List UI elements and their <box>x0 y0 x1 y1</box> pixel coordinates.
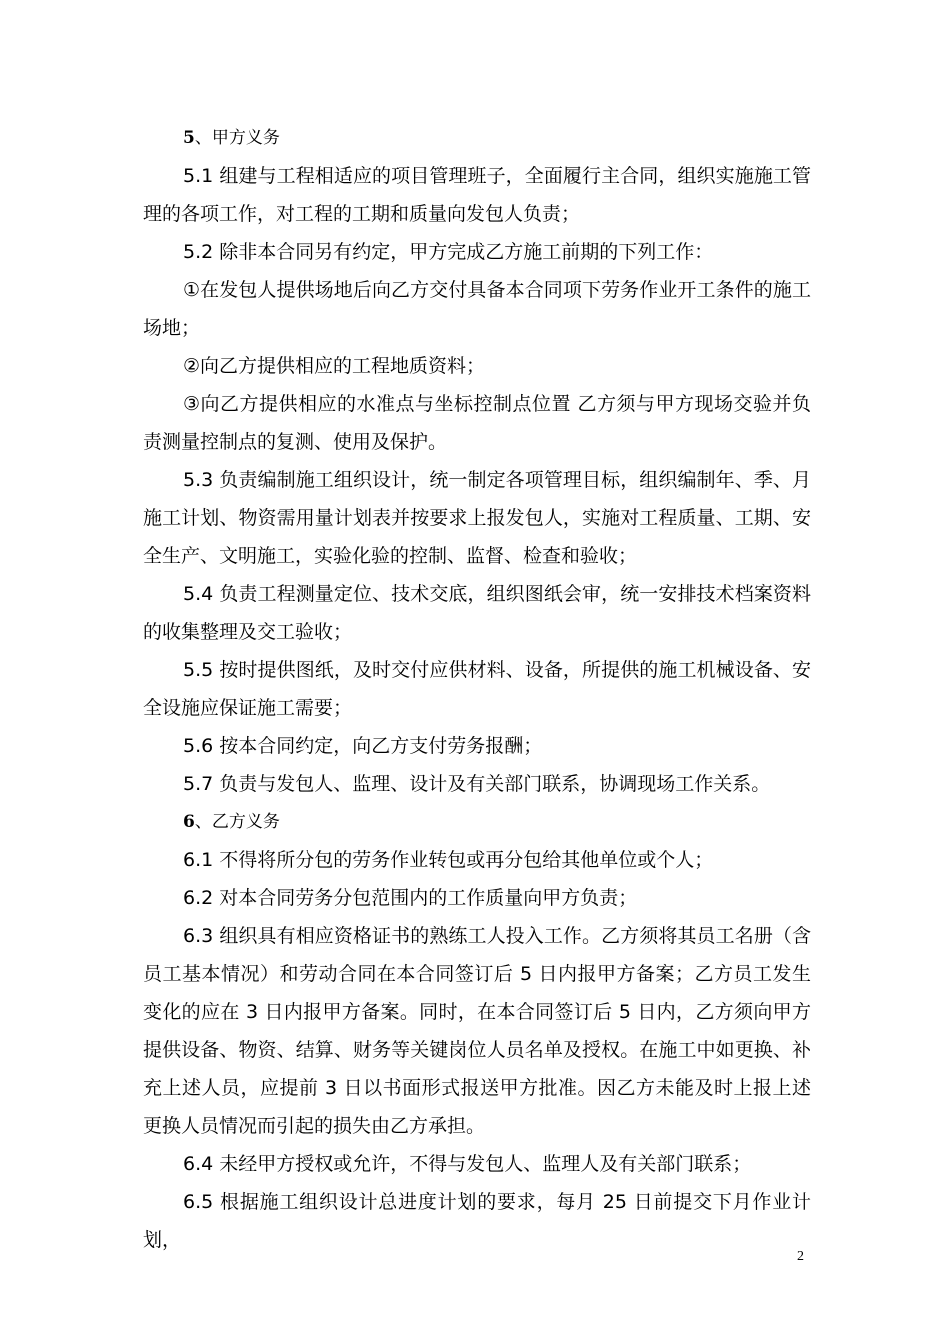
clause-5-2-item-1: ①在发包人提供场地后向乙方交付具备本合同项下劳务作业开工条件的施工场地； <box>143 279 811 339</box>
section-6 <box>143 803 811 1259</box>
section-heading <box>143 803 811 841</box>
clause-5-7: 5.7 负责与发包人、监理、设计及有关部门联系，协调现场工作关系。 <box>183 773 771 795</box>
clause-6-3: 6.3 组织具有相应资格证书的熟练工人投入工作。乙方须将其员工名册（含员工基本情况）和劳动合同在本合同签订后 5 日内报甲方备案；乙方员工发生变化的应在 3 日内报甲方备案。同时，在本合同签订后 5 日内，乙方须向甲方提供设备、物资、结算、财务等关键岗位人员名单及授权。在施工中如更换、补充上述人员，应提前 3 日以书面形式报送甲方批准。因乙方未能及时上报上述更换人员情况而引起的损失由乙方承担。 <box>143 925 811 1137</box>
clause-5-5: 5.5 按时提供图纸，及时交付应供材料、设备，所提供的施工机械设备、安全设施应保证施工需要； <box>143 659 811 719</box>
document-body <box>143 119 811 1259</box>
clause-6-4: 6.4 未经甲方授权或允许，不得与发包人、监理人及有关部门联系； <box>183 1153 752 1175</box>
section-number: 6 <box>183 812 195 832</box>
section-title: 、乙方义务 <box>194 812 280 832</box>
section-title: 、甲方义务 <box>194 128 280 148</box>
clause-6-2: 6.2 对本合同劳务分包范围内的工作质量向甲方负责； <box>183 887 638 909</box>
clause-5-2-item-2: ②向乙方提供相应的工程地质资料； <box>183 355 486 377</box>
section-5 <box>143 119 811 803</box>
clause-5-3: 5.3 负责编制施工组织设计，统一制定各项管理目标，组织编制年、季、月施工计划、物资需用量计划表并按要求上报发包人，实施对工程质量、工期、安全生产、文明施工，实验化验的控制、监督、检查和验收； <box>143 469 811 567</box>
section-number: 5 <box>183 128 195 148</box>
clause-6-1: 6.1 不得将所分包的劳务作业转包或再分包给其他单位或个人； <box>183 849 714 871</box>
clause-5-6: 5.6 按本合同约定，向乙方支付劳务报酬； <box>183 735 543 757</box>
clause-5-2-item-3: ③向乙方提供相应的水准点与坐标控制点位置 乙方须与甲方现场交验并负责测量控制点的复测、使用及保护。 <box>143 393 811 453</box>
clause-6-5: 6.5 根据施工组织设计总进度计划的要求，每月 25 日前提交下月作业计划， <box>143 1191 811 1251</box>
page-number: 2 <box>797 1249 804 1264</box>
clause-5-1: 5.1 组建与工程相适应的项目管理班子，全面履行主合同，组织实施施工管理的各项工作，对工程的工期和质量向发包人负责； <box>143 165 811 225</box>
clause-5-4: 5.4 负责工程测量定位、技术交底，组织图纸会审，统一安排技术档案资料的收集整理及交工验收； <box>143 583 811 643</box>
section-heading <box>143 119 811 157</box>
clause-5-2: 5.2 除非本合同另有约定，甲方完成乙方施工前期的下列工作： <box>183 241 714 263</box>
